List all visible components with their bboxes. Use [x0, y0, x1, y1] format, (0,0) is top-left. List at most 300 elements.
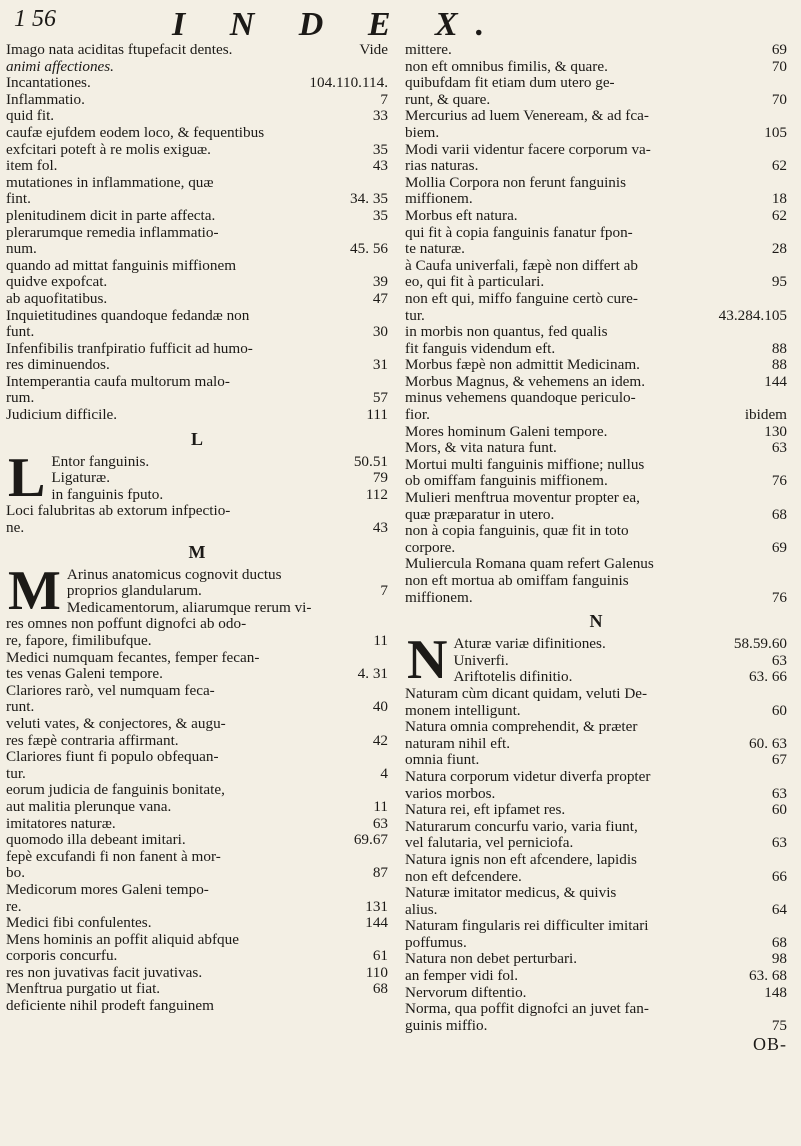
entry-text: funt. [6, 323, 35, 341]
entry-page-ref: 76 [771, 588, 787, 606]
entry-text: quæ præparatur in utero. [405, 505, 555, 523]
entry-page-ref [382, 998, 388, 1015]
index-entry [405, 885, 787, 902]
entry-text: Naturam cùm dicant quidam, veluti De- [405, 684, 648, 702]
entry-page-ref [781, 324, 787, 341]
index-entry [6, 981, 388, 998]
entry-text: Mollia Corpora non ferunt fanguinis [405, 173, 627, 191]
index-entry [405, 440, 787, 457]
page-header [14, 6, 784, 43]
entry-page-ref: 88 [771, 356, 787, 374]
entry-text: Medicamentorum, aliarumque rerum vi- [66, 598, 312, 616]
entry-page-ref: 35 [372, 140, 388, 158]
entry-text: tur. [6, 764, 26, 782]
entry-text: non eft defcendere. [405, 867, 522, 885]
entry-page-ref: 63 [771, 651, 787, 669]
index-entry [6, 374, 388, 391]
entry-page-ref: 33 [372, 107, 388, 125]
index-entry [405, 686, 787, 703]
entry-page-ref: 70 [771, 90, 787, 108]
entry-page-ref [781, 819, 787, 836]
entry-text: Clariores rarò, vel numquam feca- [6, 681, 215, 699]
index-entry [405, 556, 787, 573]
index-entry [405, 457, 787, 474]
entry-text: imitatores naturæ. [6, 814, 116, 832]
index-entry [6, 175, 388, 192]
entry-text: vel falutaria, vel perniciofa. [405, 834, 574, 852]
entry-page-ref [382, 782, 388, 799]
entry-text: qui fit à copia fanguinis fanatur fpon- [405, 223, 633, 241]
index-entry [405, 208, 787, 225]
index-entry [6, 390, 388, 407]
entry-page-ref [781, 1001, 787, 1018]
entry-text: Modi varii videntur facere corporum va- [405, 140, 651, 158]
entry-text: Mores hominum Galeni tempore. [405, 422, 608, 440]
page-number: 1 56 [14, 6, 56, 32]
entry-text: Naturarum concurfu vario, varia fiunt, [405, 817, 638, 835]
entry-page-ref [382, 308, 388, 325]
entry-page-ref [382, 616, 388, 633]
entry-page-ref [382, 258, 388, 275]
entry-page-ref: 4. 31 [357, 665, 388, 683]
entry-page-ref: 50.51 [353, 452, 388, 470]
entry-page-ref [382, 849, 388, 866]
entry-page-ref: 43 [372, 519, 388, 537]
entry-text: aut malitia plerunque vana. [6, 797, 172, 815]
entry-text: Natura rei, eft ipfamet res. [405, 801, 566, 819]
entry-page-ref: 43.284.105 [718, 306, 787, 324]
entry-text: Intemperantia caufa multorum malo- [6, 372, 230, 390]
entry-text: fior. [405, 406, 430, 424]
entry-page-ref: 63 [372, 814, 388, 832]
entry-page-ref: 131 [365, 897, 388, 915]
entry-text: ab aquofitatibus. [6, 289, 108, 307]
entry-text: num. [6, 240, 37, 258]
index-entry [6, 308, 388, 325]
index-entry [6, 683, 388, 700]
entry-text: te naturæ. [405, 240, 465, 258]
entry-page-ref: 47 [372, 289, 388, 307]
entry-text: Inflammatio. [6, 90, 85, 108]
index-entry [6, 108, 388, 125]
entry-page-ref: 58.59.60 [733, 635, 787, 653]
entry-page-ref: 43 [372, 157, 388, 175]
index-entry [6, 258, 388, 275]
entry-text: Morbus eft natura. [405, 206, 518, 224]
index-entry [405, 507, 787, 524]
index-entry [405, 142, 787, 159]
entry-text: runt, & quare. [405, 90, 491, 108]
entry-text: Norma, qua poffit dignofci an juvet fan- [405, 1000, 649, 1018]
entry-text: Medici fibi confulentes. [6, 914, 152, 932]
entry-page-ref: 60. 63 [749, 734, 787, 752]
index-entry [405, 786, 787, 803]
entry-text: quibufdam fit etiam dum utero ge- [405, 74, 615, 92]
entry-text: quid fit. [6, 107, 55, 125]
index-entry [6, 407, 388, 424]
entry-text: Mens hominis an poffit aliquid abfque [6, 930, 239, 948]
entry-page-ref: 63. 66 [749, 668, 787, 686]
entry-text: minus vehemens quandoque periculo- [405, 389, 636, 407]
entry-text: miffionem. [405, 190, 473, 208]
entry-page-ref [382, 503, 388, 520]
entry-text: tes venas Galeni tempore. [6, 665, 163, 683]
drop-capital: L [8, 446, 46, 509]
entry-text: res diminuendos. [6, 356, 110, 374]
index-entry [405, 835, 787, 852]
entry-page-ref: 61 [372, 947, 388, 965]
entry-page-ref [382, 600, 388, 617]
entry-text: non eft mortua ab omiffam fanguinis [405, 572, 629, 589]
entry-text: Incantationes. [6, 74, 91, 92]
entry-text: guinis miffio. [405, 1016, 488, 1034]
entry-page-ref: 34. 35 [350, 190, 388, 208]
left-column [6, 42, 388, 1015]
entry-page-ref: 69.67 [353, 831, 388, 849]
entry-page-ref [382, 683, 388, 700]
entry-page-ref: 111 [366, 406, 388, 424]
entry-text: in morbis non quantus, fed qualis [405, 323, 608, 341]
entry-text: naturam nihil eft. [405, 734, 511, 752]
entry-page-ref: 63 [771, 784, 787, 802]
index-entry [51, 470, 388, 487]
index-entry [6, 633, 388, 650]
index-entry [6, 832, 388, 849]
index-entry [405, 75, 787, 92]
entry-text: Aturæ variæ difinitiones. [453, 635, 606, 653]
entry-page-ref: 62 [771, 206, 787, 224]
index-entry [6, 932, 388, 949]
drop-capital: N [407, 629, 448, 692]
entry-page-ref [781, 175, 787, 192]
index-entry [405, 59, 787, 76]
entry-page-ref [781, 390, 787, 407]
index-entry [6, 716, 388, 733]
entry-text: Mulieri menftrua moventur propter ea, [405, 489, 640, 507]
index-entry [405, 473, 787, 490]
entry-page-ref [781, 719, 787, 736]
entry-text: animi affectiones. [6, 57, 114, 75]
entry-page-ref: 60 [771, 801, 787, 819]
index-entry [405, 341, 787, 358]
entry-page-ref: 67 [771, 751, 787, 769]
entry-text: res omnes non poffunt dignofci ab odo- [6, 615, 247, 633]
entry-text: Entor fanguinis. [51, 452, 150, 470]
right-column [405, 42, 787, 1053]
index-entry [405, 902, 787, 919]
index-entry [6, 92, 388, 109]
entry-page-ref [382, 882, 388, 899]
entry-text: varios morbos. [405, 784, 496, 802]
entry-text: Infenfibilis tranfpiratio fufficit ad humo- [6, 339, 253, 357]
index-entry [405, 175, 787, 192]
entry-text: corpore. [405, 538, 456, 556]
entry-page-ref [781, 852, 787, 869]
index-entry [6, 225, 388, 242]
index-entry [405, 308, 787, 325]
entry-page-ref: 7 [380, 582, 388, 600]
entry-text: miffionem. [405, 588, 473, 606]
entry-text: re. [6, 897, 22, 915]
entry-page-ref: 28 [771, 240, 787, 258]
index-entry [405, 968, 787, 985]
entry-page-ref [781, 108, 787, 125]
entry-text: quomodo illa debeant imitari. [6, 831, 186, 849]
entry-page-ref [781, 457, 787, 474]
index-entry [6, 733, 388, 750]
index-entry [6, 520, 388, 537]
entry-text: Nervorum diftentio. [405, 983, 527, 1001]
entry-page-ref: 68 [771, 933, 787, 951]
entry-text: Muliercula Romana quam refert Galenus [405, 555, 654, 573]
entry-text: non à copia fanguinis, quæ fit in toto [405, 522, 629, 540]
entry-text: Morbus fæpè non admittit Medicinam. [405, 356, 640, 374]
entry-text: in fanguinis fputo. [51, 485, 164, 503]
index-entry [405, 985, 787, 1002]
entry-page-ref: 79 [372, 469, 388, 487]
entry-page-ref: 95 [771, 273, 787, 291]
entry-page-ref: 40 [372, 698, 388, 716]
entry-page-ref [781, 523, 787, 540]
index-entry [6, 849, 388, 866]
entry-text: Natura corporum videtur diverfa propter [405, 767, 651, 785]
index-entry [67, 583, 388, 600]
index-entry [6, 42, 388, 59]
entry-page-ref: ibidem [744, 406, 787, 424]
index-entry [405, 424, 787, 441]
index-entry [6, 341, 388, 358]
entry-page-ref: 144 [365, 914, 388, 932]
entry-text: tur. [405, 306, 425, 324]
index-entry [405, 719, 787, 736]
entry-text: biem. [405, 123, 440, 141]
entry-page-ref: 104.110.114. [309, 74, 388, 92]
entry-page-ref: 39 [372, 273, 388, 291]
entry-text: fint. [6, 190, 31, 208]
entry-page-ref [781, 556, 787, 573]
entry-page-ref [781, 225, 787, 242]
index-entry [405, 703, 787, 720]
index-entry [405, 1001, 787, 1018]
entry-page-ref: 63 [771, 834, 787, 852]
entry-text: an femper vidi fol. [405, 967, 519, 985]
index-entry [405, 291, 787, 308]
entry-page-ref: 7 [380, 90, 388, 108]
entry-page-ref: 68 [372, 980, 388, 998]
drop-capital: M [8, 559, 61, 622]
entry-page-ref [382, 225, 388, 242]
index-entry [6, 882, 388, 899]
entry-text: item fol. [6, 157, 58, 175]
entry-text: corporis concurfu. [6, 947, 118, 965]
entry-text: proprios glandularum. [66, 582, 202, 600]
entry-text: Loci falubritas ab extorum infpectio- [6, 502, 231, 520]
entry-page-ref: 130 [764, 422, 787, 440]
index-entry [405, 324, 787, 341]
entry-text: à Caufa univerfali, fæpè non differt ab [405, 256, 638, 274]
entry-text: Medicorum mores Galeni tempo- [6, 880, 209, 898]
entry-page-ref: 4 [380, 764, 388, 782]
entry-text: ne. [6, 519, 25, 537]
entry-text: ob omiffam fanguinis miffionem. [405, 472, 608, 490]
index-entry [6, 699, 388, 716]
entry-page-ref: 60 [771, 701, 787, 719]
entry-text: Imago nata aciditas ftupefacit dentes. [6, 41, 233, 58]
index-entry [6, 616, 388, 633]
entry-page-ref: 69 [771, 41, 787, 58]
entry-text: Judicium difficile. [6, 406, 118, 424]
entry-text: plenitudinem dicit in parte affecta. [6, 206, 216, 224]
index-entry [6, 75, 388, 92]
index-entry [6, 125, 388, 142]
entry-text: Ligaturæ. [51, 469, 110, 487]
entry-page-ref: 88 [771, 339, 787, 357]
index-entry [51, 487, 388, 504]
index-entry [6, 291, 388, 308]
entry-text: fepè excufandi fi non fanent à mor- [6, 847, 221, 865]
entry-text: Natura ignis non eft afcendere, lapidis [405, 850, 637, 868]
section-letter: L [190, 428, 203, 449]
entry-page-ref [382, 749, 388, 766]
entry-text: mittere. [405, 41, 452, 58]
entry-page-ref: 30 [372, 323, 388, 341]
entry-page-ref: 35 [372, 206, 388, 224]
entry-page-ref: 31 [372, 356, 388, 374]
entry-text: monem intelligunt. [405, 701, 521, 719]
entry-page-ref [781, 142, 787, 159]
entry-page-ref: Vide [359, 41, 388, 58]
entry-page-ref [382, 932, 388, 949]
entry-page-ref: 64 [771, 900, 787, 918]
index-entry [6, 915, 388, 932]
entry-text: Ariftotelis difinitio. [453, 668, 573, 686]
entry-page-ref: 75 [771, 1016, 787, 1034]
index-entry [405, 241, 787, 258]
entry-text: Mors, & vita natura funt. [405, 439, 557, 457]
index-entry [405, 125, 787, 142]
index-entry [6, 241, 388, 258]
entry-text: alius. [405, 900, 438, 918]
entry-page-ref: 11 [373, 797, 388, 815]
entry-page-ref: 63. 68 [749, 967, 787, 985]
entry-text: poffumus. [405, 933, 467, 951]
entry-text: rias naturas. [405, 157, 479, 175]
entry-page-ref [382, 716, 388, 733]
entry-text: Medici numquam fecantes, femper fecan- [6, 648, 260, 666]
index-entry [6, 766, 388, 783]
entry-page-ref [781, 918, 787, 935]
section-letter: M [188, 541, 206, 562]
entry-text: Naturam fingularis rei difficulter imitari [405, 917, 649, 935]
entry-text: Morbus Magnus, & vehemens an idem. [405, 372, 646, 390]
index-entry [6, 782, 388, 799]
entry-page-ref: 11 [373, 632, 388, 649]
entry-page-ref: 18 [771, 190, 787, 208]
entry-page-ref [382, 175, 388, 192]
entry-page-ref: 70 [771, 57, 787, 75]
entry-page-ref: 98 [771, 950, 787, 968]
index-entry [6, 865, 388, 882]
entry-text: Natura non debet perturbari. [405, 950, 578, 968]
index-entry [405, 802, 787, 819]
entry-text: re, fapore, fimilibufque. [6, 632, 152, 649]
catchword: OB- [753, 1034, 787, 1055]
index-entry [405, 869, 787, 886]
entry-text: Univerfi. [453, 651, 509, 669]
index-entry [6, 142, 388, 159]
entry-text: Clariores fiunt fi populo obfequan- [6, 748, 219, 766]
entry-text: non eft qui, miffo fanguine certò cure- [405, 289, 638, 307]
index-entry [6, 191, 388, 208]
index-entry [405, 590, 787, 607]
entry-page-ref: 62 [771, 157, 787, 175]
index-entry [405, 736, 787, 753]
index-entry [453, 669, 787, 686]
entry-page-ref [382, 125, 388, 142]
entry-text: Naturæ imitator medicus, & quivis [405, 884, 617, 902]
entry-text: veluti vates, & conjectores, & augu- [6, 714, 226, 732]
index-entry [6, 324, 388, 341]
entry-page-ref [781, 75, 787, 92]
entry-page-ref [781, 258, 787, 275]
index-entry [405, 752, 787, 769]
index-entry [6, 274, 388, 291]
index-entry [67, 600, 388, 617]
index-entry [6, 158, 388, 175]
entry-text: Arinus anatomicus cognovit ductus [66, 565, 282, 583]
index-entry [405, 258, 787, 275]
index-entry [6, 948, 388, 965]
index-entry [405, 523, 787, 540]
entry-page-ref [382, 341, 388, 358]
entry-page-ref: 112 [365, 485, 388, 503]
index-entry [405, 852, 787, 869]
index-entry [6, 208, 388, 225]
index-entry [405, 374, 787, 391]
entry-page-ref: 76 [771, 472, 787, 490]
entry-text: quidve expofcat. [6, 273, 108, 291]
index-entry [6, 998, 388, 1015]
index-entry [405, 951, 787, 968]
entry-page-ref: 144 [764, 372, 787, 390]
index-entry [405, 935, 787, 952]
index-entry [6, 59, 388, 76]
entry-page-ref [781, 291, 787, 308]
entry-page-ref: 45. 56 [350, 240, 388, 258]
entry-page-ref: 105 [764, 123, 787, 141]
entry-page-ref: 42 [372, 731, 388, 749]
index-entry [6, 650, 388, 667]
entry-page-ref: 148 [764, 983, 787, 1001]
index-entry [6, 799, 388, 816]
index-entry [405, 918, 787, 935]
index-entry [405, 42, 787, 59]
index-entry [6, 749, 388, 766]
index-entry [405, 490, 787, 507]
entry-page-ref [382, 59, 388, 76]
entry-page-ref: 87 [372, 864, 388, 882]
entry-text: caufæ ejufdem eodem loco, & fequentibus [6, 123, 265, 141]
entry-page-ref: 57 [372, 389, 388, 407]
entry-page-ref [781, 490, 787, 507]
entry-text: Inquietitudines quandoque fedandæ non [6, 306, 250, 324]
entry-text: rum. [6, 389, 35, 407]
entry-text: exfcitari poteft à re molis exiguæ. [6, 140, 211, 158]
index-entry [405, 92, 787, 109]
index-entry [405, 1018, 787, 1035]
index-entry [405, 108, 787, 125]
entry-text: bo. [6, 864, 25, 882]
